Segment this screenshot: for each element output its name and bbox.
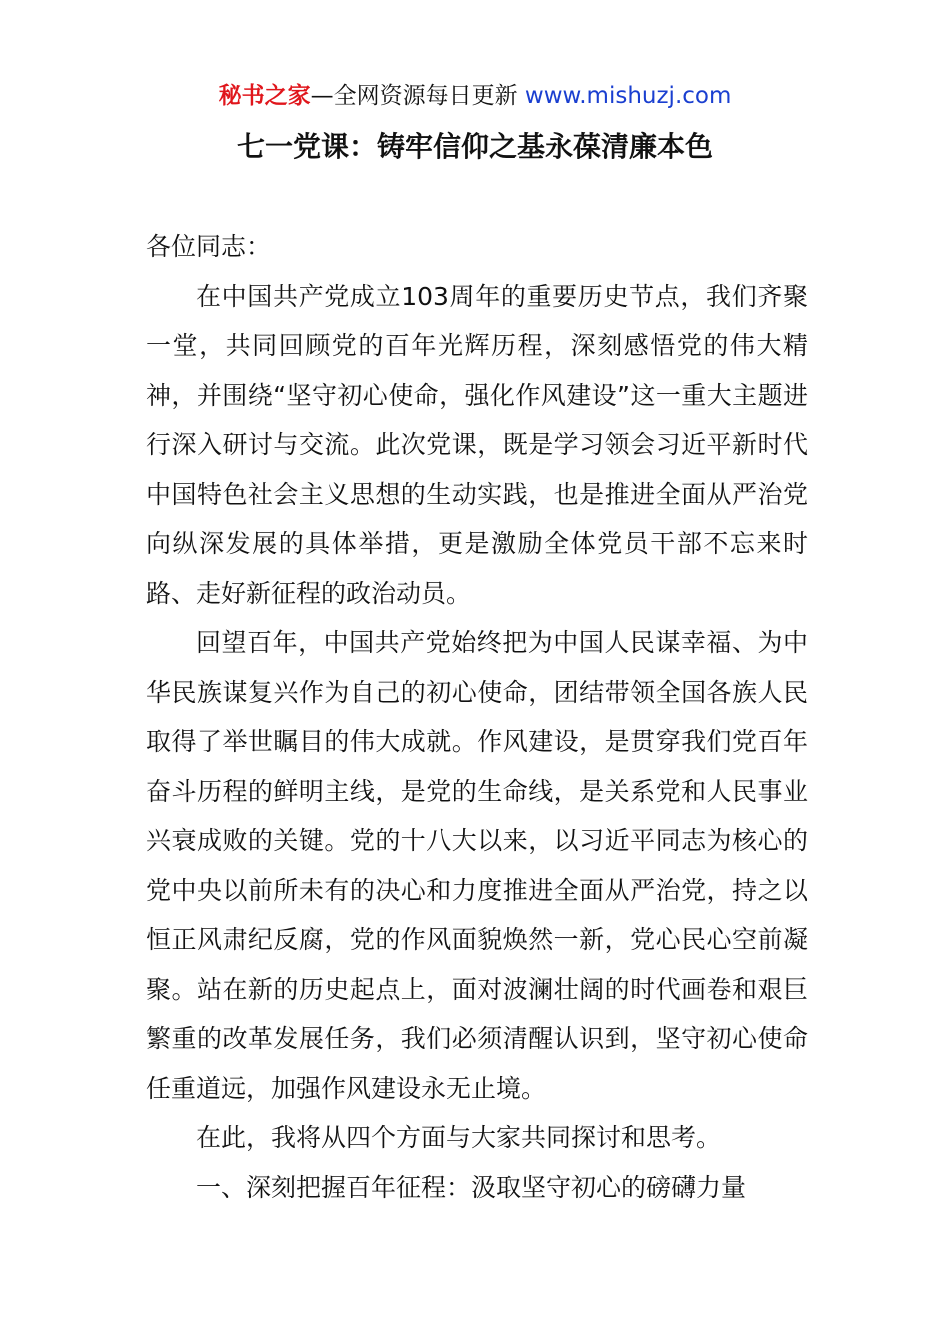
site-brand: 秘书之家	[218, 83, 311, 109]
site-tagline: —全网资源每日更新	[310, 83, 518, 109]
section-heading: 一、深刻把握百年征程：汲取坚守初心的磅礴力量	[196, 1172, 747, 1202]
site-header	[0, 80, 950, 112]
paragraph: 在中国共产党成立103周年的重要历史节点，我们齐聚一堂，共同回顾党的百年光辉历程，深刻感悟党的伟大精神，并围绕“坚守初心使命，强化作风建设”这一重大主题进行深入研讨与交流。此次党课，既是学习领会习近平新时代中国特色社会主义思想的生动实践，也是推进全面从严治党向纵深发展的具体举措，更是激励全体党员干部不忘来时路、走好新征程的政治动员。	[146, 281, 808, 608]
document-body	[146, 222, 808, 1212]
document-title: 七一党课：铸牢信仰之基永葆清廉本色	[236, 130, 713, 163]
salutation: 各位同志：	[146, 232, 272, 261]
paragraph: 回望百年，中国共产党始终把为中国人民谋幸福、为中华民族谋复兴作为自己的初心使命，团结带领全国各族人民取得了举世瞩目的伟大成就。作风建设，是贯穿我们党百年奋斗历程的鲜明主线，是党的生命线，是关系党和人民事业兴衰成败的关键。党的十八大以来，以习近平同志为核心的党中央以前所未有的决心和力度推进全面从严治党，持之以恒正风肃纪反腐，党的作风面貌焕然一新，党心民心空前凝聚。站在新的历史起点上，面对波澜壮阔的时代画卷和艰巨繁重的改革发展任务，我们必须清醒认识到，坚守初心使命任重道远，加强作风建设永无止境。	[146, 628, 808, 1103]
site-url-link[interactable]: www.mishuzj.com	[524, 83, 732, 109]
paragraph: 在此，我将从四个方面与大家共同探讨和思考。	[196, 1123, 722, 1152]
